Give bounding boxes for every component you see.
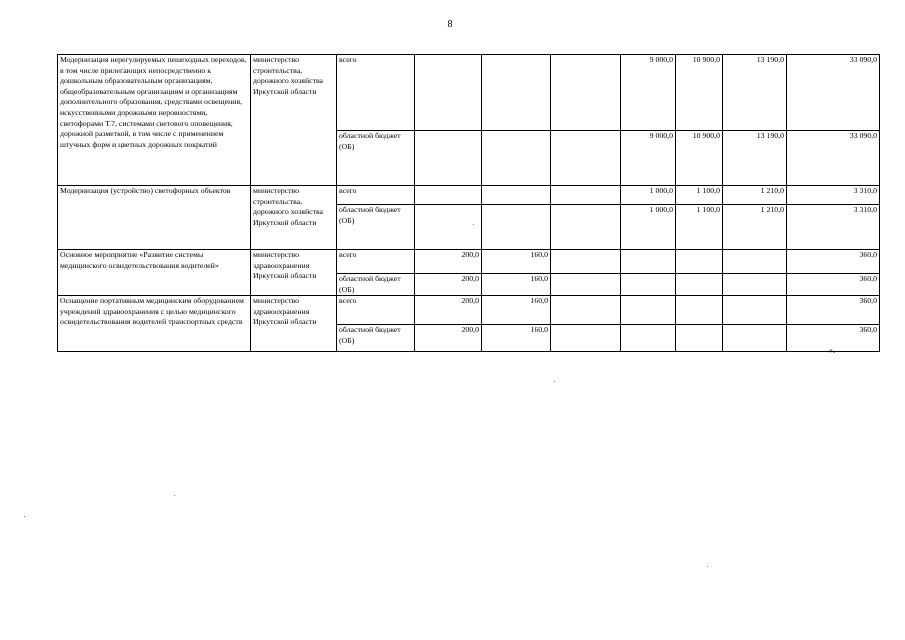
amount-cell <box>723 274 787 296</box>
amount-cell <box>482 55 551 131</box>
funding-source: всего <box>337 186 415 205</box>
scan-speck <box>554 381 555 382</box>
amount-cell: 1 210,0 <box>723 205 787 250</box>
table-row <box>58 55 880 131</box>
amount-cell: 10 900,0 <box>676 131 723 186</box>
amount-cell: 9 000,0 <box>621 131 676 186</box>
scan-speck <box>707 566 708 567</box>
activity-name: Модернизация нерегулируемых пешеходных переходов, в том числе прилегающих непосредственно к дошкольным образовательным организациям, общеобразовательным организациям и организациям дополнительного образования, средствами освещения, искусственными дорожными неровностями, светофорами Т.7, системами светового оповещения, дорожной разметкой, в том числе с применением штучных форм и цветных дорожных покрытий <box>58 55 251 186</box>
amount-cell: 200,0 <box>415 274 482 296</box>
amount-cell <box>676 250 723 274</box>
amount-cell: 1 000,0 <box>621 205 676 250</box>
amount-cell: 200,0 <box>415 250 482 274</box>
amount-cell <box>621 325 676 352</box>
total-cell: 360,0 <box>787 325 880 352</box>
amount-cell: 160,0 <box>482 325 551 352</box>
amount-cell: 1 100,0 <box>676 186 723 205</box>
amount-cell <box>551 296 621 325</box>
amount-cell: 160,0 <box>482 274 551 296</box>
amount-cell: 160,0 <box>482 296 551 325</box>
executor-name: министерство строительства, дорожного хозяйства Иркутской области <box>251 186 337 250</box>
funding-source: всего <box>337 55 415 131</box>
total-cell: 33 090,0 <box>787 131 880 186</box>
funding-source: областной бюджет (ОБ) <box>337 205 415 250</box>
amount-cell <box>676 296 723 325</box>
amount-cell <box>676 274 723 296</box>
amount-cell <box>551 55 621 131</box>
amount-cell: 10 900,0 <box>676 55 723 131</box>
amount-cell <box>621 274 676 296</box>
executor-name: министерство здравоохранения Иркутской области <box>251 296 337 352</box>
scan-speck <box>24 516 25 517</box>
amount-cell <box>482 131 551 186</box>
amount-cell: 9 000,0 <box>621 55 676 131</box>
scan-speck <box>473 224 474 225</box>
amount-cell <box>551 205 621 250</box>
funding-source: всего <box>337 296 415 325</box>
closing-quote-mark: ». <box>829 346 835 355</box>
total-cell: 3 310,0 <box>787 186 880 205</box>
executor-name: министерство строительства, дорожного хозяйства Иркутской области <box>251 55 337 186</box>
total-cell: 360,0 <box>787 274 880 296</box>
activity-name: Основное мероприятие «Развитие системы медицинского освидетельствования водителей» <box>58 250 251 296</box>
amount-cell <box>723 250 787 274</box>
amount-cell <box>551 186 621 205</box>
amount-cell: 1 100,0 <box>676 205 723 250</box>
amount-cell: 13 190,0 <box>723 131 787 186</box>
activity-name: Оснащение портативным медицинским оборудованием учреждений здравоохранения с целью медицинского освидетельствования водителей транспортных средств <box>58 296 251 352</box>
funding-source: областной бюджет (ОБ) <box>337 274 415 296</box>
amount-cell <box>415 205 482 250</box>
amount-cell <box>551 250 621 274</box>
amount-cell <box>551 131 621 186</box>
amount-cell <box>415 55 482 131</box>
amount-cell <box>723 296 787 325</box>
amount-cell <box>676 325 723 352</box>
funding-table <box>57 54 880 352</box>
amount-cell <box>482 186 551 205</box>
amount-cell: 1 000,0 <box>621 186 676 205</box>
amount-cell <box>723 325 787 352</box>
total-cell: 360,0 <box>787 250 880 274</box>
amount-cell: 160,0 <box>482 250 551 274</box>
table-row <box>58 250 880 274</box>
amount-cell <box>621 296 676 325</box>
total-cell: 3 310,0 <box>787 205 880 250</box>
amount-cell <box>415 131 482 186</box>
amount-cell: 200,0 <box>415 296 482 325</box>
table-row <box>58 296 880 325</box>
amount-cell <box>415 186 482 205</box>
executor-name: министерство здравоохранения Иркутской области <box>251 250 337 296</box>
amount-cell <box>551 274 621 296</box>
page-number: 8 <box>447 19 453 30</box>
total-cell: 33 090,0 <box>787 55 880 131</box>
activity-name: Модернизация (устройство) светофорных объектов <box>58 186 251 250</box>
scan-speck <box>174 495 175 496</box>
funding-source: областной бюджет (ОБ) <box>337 325 415 352</box>
funding-source: областной бюджет (ОБ) <box>337 131 415 186</box>
amount-cell: 1 210,0 <box>723 186 787 205</box>
funding-source: всего <box>337 250 415 274</box>
table-row <box>58 186 880 205</box>
amount-cell <box>482 205 551 250</box>
amount-cell: 13 190,0 <box>723 55 787 131</box>
amount-cell: 200,0 <box>415 325 482 352</box>
total-cell: 360,0 <box>787 296 880 325</box>
amount-cell <box>551 325 621 352</box>
amount-cell <box>621 250 676 274</box>
